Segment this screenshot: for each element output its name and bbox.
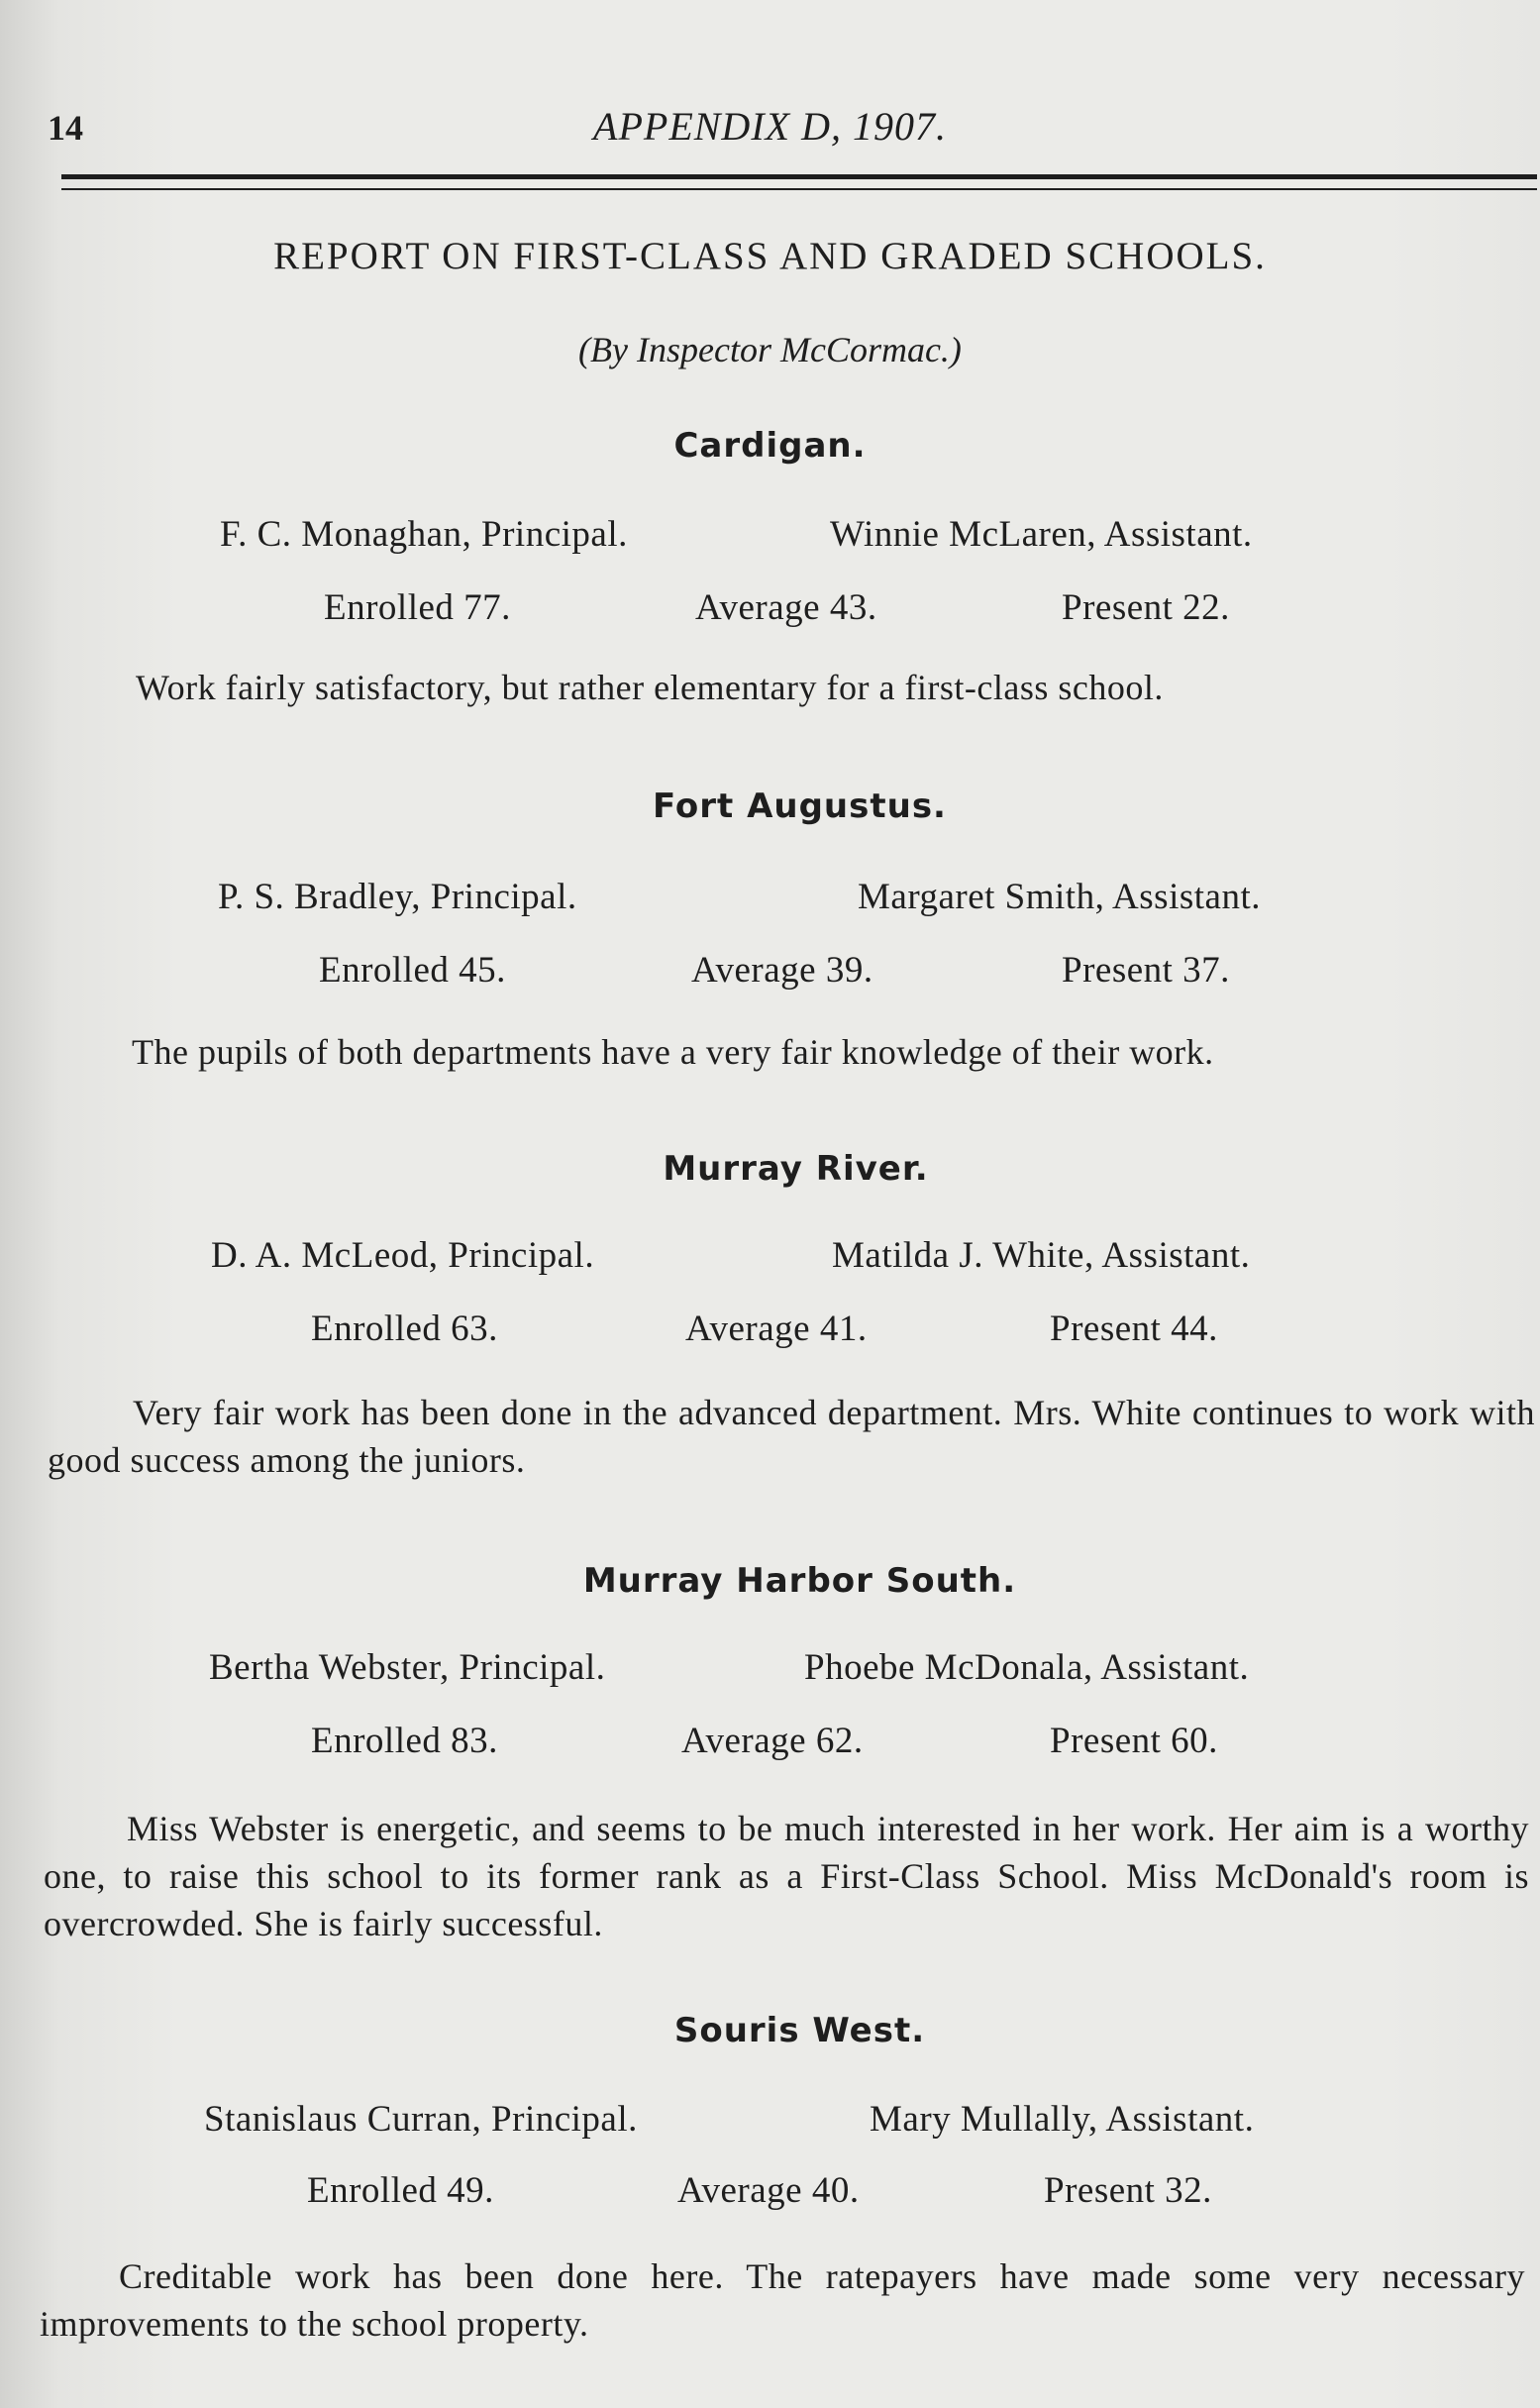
average-count: Average 40. [677, 2170, 860, 2211]
stats-row [0, 1308, 1540, 1357]
assistant-name: Winnie McLaren, Assistant. [830, 514, 1253, 555]
staff-row [0, 1234, 1540, 1284]
school-name: Cardigan. [673, 426, 867, 466]
present-count: Present 37. [1062, 950, 1230, 991]
header-rule-thick [61, 174, 1537, 179]
average-count: Average 62. [681, 1721, 864, 1761]
stats-row [0, 2169, 1540, 2219]
assistant-name: Mary Mullally, Assistant. [870, 2099, 1255, 2140]
school-comment: Creditable work has been done here. The ratepayers have made some very necessary improvements to the school property. [40, 2256, 1525, 2344]
staff-row [0, 513, 1540, 563]
assistant-name: Margaret Smith, Assistant. [858, 877, 1261, 917]
stats-row [0, 586, 1540, 636]
principal-name: P. S. Bradley, Principal. [218, 877, 577, 917]
school-name: Murray River. [663, 1149, 929, 1189]
principal-name: F. C. Monaghan, Principal. [220, 514, 628, 555]
school-comment: The pupils of both departments have a very fair knowledge of their work. [132, 1032, 1214, 1072]
assistant-name: Matilda J. White, Assistant. [832, 1235, 1251, 1276]
enrolled-count: Enrolled 49. [307, 2170, 494, 2211]
enrolled-count: Enrolled 83. [311, 1721, 498, 1761]
school-comment: Work fairly satisfactory, but rather elementary for a first-class school. [136, 668, 1164, 707]
school-comment: Miss Webster is energetic, and seems to be much interested in her work. Her aim is a worthy one, to raise this school to its former rank as a First-Class School. Miss McDonald's room is overcrowded. She is fairly successful. [44, 1809, 1529, 1943]
staff-row [0, 876, 1540, 925]
staff-row [0, 1646, 1540, 1696]
staff-row [0, 2098, 1540, 2147]
principal-name: Stanislaus Curran, Principal. [204, 2099, 638, 2140]
present-count: Present 32. [1044, 2170, 1212, 2211]
report-title: REPORT ON FIRST-CLASS AND GRADED SCHOOLS. [273, 235, 1267, 277]
running-head: APPENDIX D, 1907. [593, 104, 947, 149]
header-rule-thin [61, 188, 1537, 190]
present-count: Present 44. [1050, 1309, 1218, 1349]
principal-name: Bertha Webster, Principal. [209, 1647, 606, 1688]
page-number: 14 [48, 108, 83, 148]
school-name: Souris West. [673, 2011, 926, 2050]
average-count: Average 39. [691, 950, 873, 991]
enrolled-count: Enrolled 63. [311, 1309, 498, 1349]
report-byline: (By Inspector McCormac.) [578, 330, 962, 369]
stats-row [0, 949, 1540, 998]
school-name: Fort Augustus. [653, 786, 947, 826]
principal-name: D. A. McLeod, Principal. [211, 1235, 595, 1276]
average-count: Average 43. [695, 587, 877, 628]
stats-row [0, 1720, 1540, 1769]
assistant-name: Phoebe McDonala, Assistant. [804, 1647, 1250, 1688]
present-count: Present 22. [1062, 587, 1230, 628]
school-comment: Very fair work has been done in the advanced department. Mrs. White continues to work with good success among the juniors. [48, 1393, 1535, 1480]
average-count: Average 41. [685, 1309, 868, 1349]
school-name: Murray Harbor South. [582, 1561, 1017, 1601]
enrolled-count: Enrolled 45. [319, 950, 506, 991]
enrolled-count: Enrolled 77. [324, 587, 511, 628]
present-count: Present 60. [1050, 1721, 1218, 1761]
